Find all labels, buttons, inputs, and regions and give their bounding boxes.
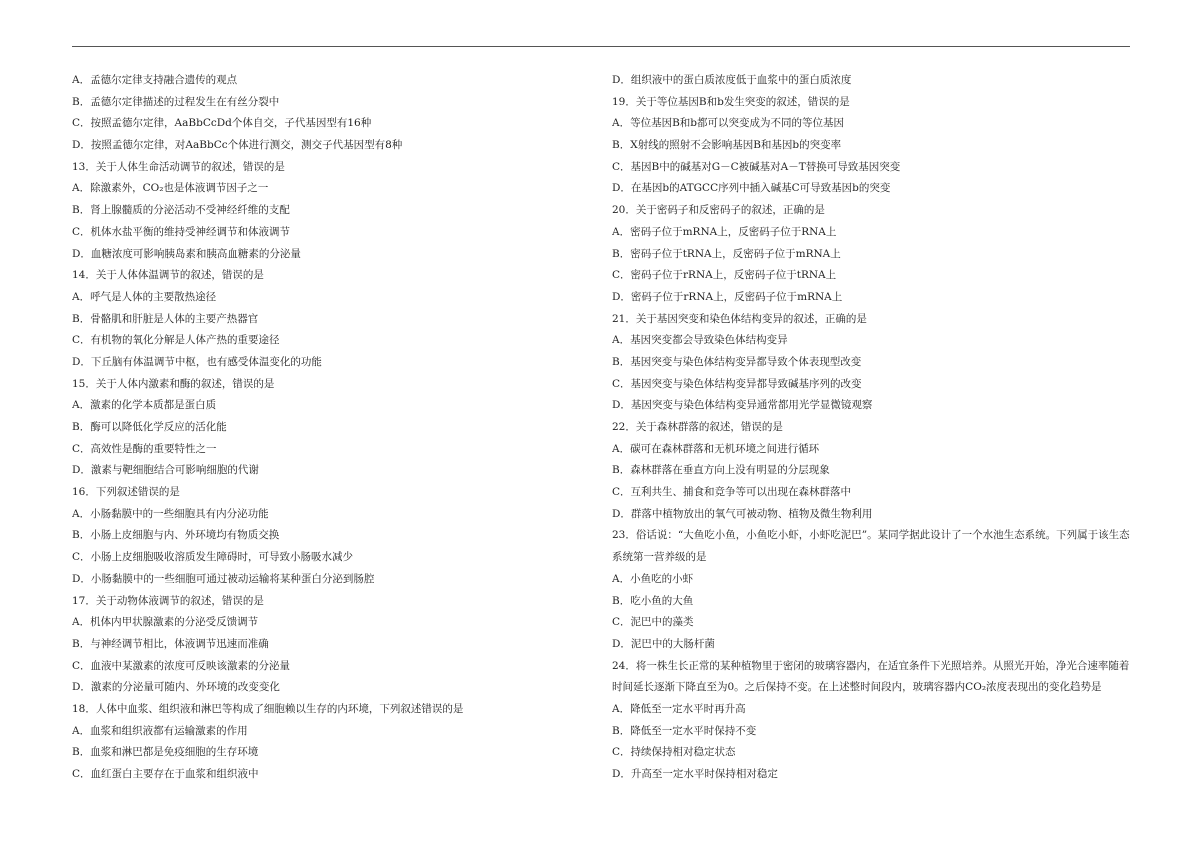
text-line: B．X射线的照射不会影响基因B和基因b的突变率 — [612, 139, 842, 152]
text-line: C．基因突变与染色体结构变异都导致碱基序列的改变 — [612, 377, 862, 390]
text-line: A．小肠黏膜中的一些细胞具有内分泌功能 — [72, 507, 269, 520]
text-line: B．密码子位于tRNA上，反密码子位于mRNA上 — [612, 247, 841, 260]
text-line: C．持续保持相对稳定状态 — [612, 746, 736, 759]
text-line: D．升高至一定水平时保持相对稳定 — [612, 768, 778, 780]
text-line: A．小鱼吃的小虾 — [612, 572, 694, 585]
text-line: A．除激素外，CO₂也是体液调节因子之一 — [72, 182, 269, 195]
left-column — [72, 70, 552, 786]
text-line: B．森林群落在垂直方向上没有明显的分层现象 — [612, 464, 830, 477]
text-line: D．基因突变与染色体结构变异通常都用光学显微镜观察 — [612, 399, 873, 412]
text-line: A．等位基因B和b都可以突变成为不同的等位基因 — [612, 117, 845, 130]
question-24: 24．将一株生长正常的某种植物里于密闭的玻璃容器内，在适宜条件下光照培养。从照光开始，净光合速率随着 — [612, 659, 1130, 672]
text-line: C．高效性是酶的重要特性之一 — [72, 442, 217, 455]
text-line: B．吃小鱼的大鱼 — [612, 594, 694, 607]
text-line: D．在基因b的ATGCC序列中插入碱基C可导致基因b的突变 — [612, 182, 891, 195]
text-line: C．按照孟德尔定律，AaBbCcDd个体自交，子代基因型有16种 — [72, 117, 372, 130]
question-21: 21．关于基因突变和染色体结构变异的叙述，正确的是 — [612, 312, 867, 325]
text-line: A．基因突变都会导致染色体结构变异 — [612, 334, 788, 347]
text-line: D．下丘脑有体温调节中枢，也有感受体温变化的功能 — [72, 355, 322, 368]
text-line: A．降低至一定水平时再升高 — [612, 702, 746, 715]
text-line: C．血液中某激素的浓度可反映该激素的分泌量 — [72, 659, 291, 672]
text-line: C．泥巴中的藻类 — [612, 616, 694, 629]
question-19: 19．关于等位基因B和b发生突变的叙述，错误的是 — [612, 95, 850, 108]
question-16: 16．下列叙述错误的是 — [72, 486, 180, 499]
text-line: D．小肠黏膜中的一些细胞可通过被动运输将某种蛋白分泌到肠腔 — [72, 572, 375, 585]
text-line: D．按照孟德尔定律，对AaBbCc个体进行测交，测交子代基因型有8种 — [72, 139, 403, 152]
text-line: D．群落中植物放出的氧气可被动物、植物及微生物利用 — [612, 507, 873, 520]
text-line: D．泥巴中的大肠杆菌 — [612, 637, 715, 650]
text-line: 时间延长逐渐下降直至为0。之后保持不变。在上述整时间段内，玻璃容器内CO₂浓度表现出的变化趋势是 — [612, 681, 1102, 694]
text-line: D．密码子位于rRNA上，反密码子位于mRNA上 — [612, 290, 843, 303]
text-line: A．激素的化学本质都是蛋白质 — [72, 399, 217, 412]
text-line: C．基因B中的碱基对G－C被碱基对A－T替换可导致基因突变 — [612, 160, 901, 173]
text-line: B．酶可以降低化学反应的活化能 — [72, 421, 227, 433]
text-line: D．激素的分泌量可随内、外环境的改变变化 — [72, 681, 280, 694]
text-line: C．互利共生、捕食和竞争等可以出现在森林群落中 — [612, 486, 852, 499]
text-line: A．血浆和组织液都有运输激素的作用 — [72, 724, 248, 737]
text-line: C．有机物的氧化分解是人体产热的重要途径 — [72, 334, 280, 347]
text-line: B．血浆和淋巴都是免疫细胞的生存环境 — [72, 746, 259, 759]
text-line: B．基因突变与染色体结构变异都导致个体表现型改变 — [612, 355, 862, 368]
text-line: B．孟德尔定律描述的过程发生在有丝分裂中 — [72, 95, 280, 108]
text-line: A．密码子位于mRNA上，反密码子位于RNA上 — [612, 225, 837, 238]
question-13: 13．关于人体生命活动调节的叙述，错误的是 — [72, 160, 285, 173]
text-line: D．组织液中的蛋白质浓度低于血浆中的蛋白质浓度 — [612, 74, 852, 86]
text-line: 系统第一营养级的是 — [612, 551, 707, 564]
text-line: A．碳可在森林群落和无机环境之间进行循环 — [612, 442, 820, 455]
question-17: 17．关于动物体液调节的叙述，错误的是 — [72, 594, 264, 607]
text-line: C．机体水盐平衡的维持受神经调节和体液调节 — [72, 225, 291, 238]
right-column — [612, 70, 1132, 786]
question-23: 23．俗话说：“大鱼吃小鱼，小鱼吃小虾，小虾吃泥巴”。某同学据此设计了一个水池生态系统。下列属于该生态 — [612, 529, 1130, 542]
text-line: A．孟德尔定律支持融合遗传的观点 — [72, 74, 238, 86]
text-line: B．肾上腺髓质的分泌活动不受神经纤维的支配 — [72, 204, 290, 217]
header-rule — [72, 46, 1130, 47]
text-line: D．激素与靶细胞结合可影响细胞的代谢 — [72, 464, 259, 477]
text-line: C．血红蛋白主要存在于血浆和组织液中 — [72, 768, 259, 780]
text-line: A．呼气是人体的主要散热途径 — [72, 290, 217, 303]
question-18: 18．人体中血浆、组织液和淋巴等构成了细胞赖以生存的内环境，下列叙述错误的是 — [72, 702, 464, 715]
question-15: 15．关于人体内激素和酶的叙述，错误的是 — [72, 377, 275, 390]
question-22: 22．关于森林群落的叙述，错误的是 — [612, 421, 783, 433]
text-line: B．降低至一定水平时保持不变 — [612, 724, 757, 737]
question-20: 20．关于密码子和反密码子的叙述，正确的是 — [612, 204, 825, 217]
text-line: B．小肠上皮细胞与内、外环境均有物质交换 — [72, 529, 280, 542]
text-line: C．小肠上皮细胞吸收溶质发生障碍时，可导致小肠吸水减少 — [72, 551, 354, 564]
text-line: B．与神经调节相比，体液调节迅速而准确 — [72, 637, 269, 650]
text-line: D．血糖浓度可影响胰岛素和胰高血糖素的分泌量 — [72, 247, 301, 260]
text-line: A．机体内甲状腺激素的分泌受反馈调节 — [72, 616, 259, 629]
question-14: 14．关于人体体温调节的叙述，错误的是 — [72, 269, 264, 282]
text-line: B．骨骼肌和肝脏是人体的主要产热器官 — [72, 312, 259, 325]
text-line: C．密码子位于rRNA上，反密码子位于tRNA上 — [612, 269, 837, 282]
